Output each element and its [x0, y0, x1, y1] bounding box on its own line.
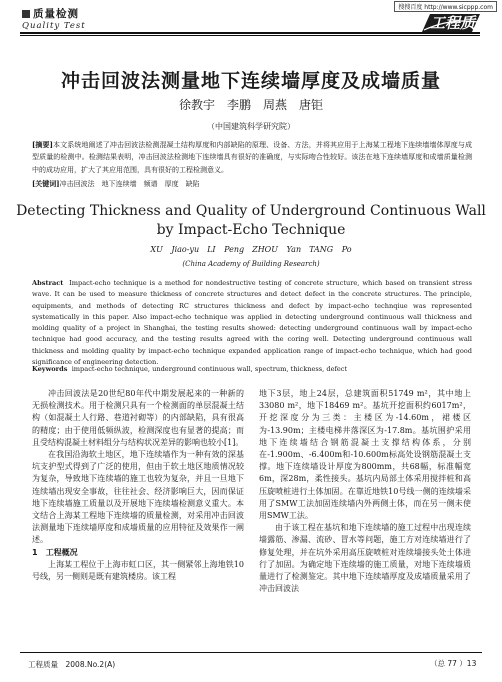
keywords-en: [32, 365, 472, 373]
abstract-cn-label: [摘要]: [32, 140, 53, 149]
abstract-en-label: Abstract: [32, 279, 64, 287]
paper-authors-en: XU Jiao-yu LI Peng ZHOU Yan TANG Po: [150, 245, 352, 254]
header-rule: [20, 32, 480, 34]
abstract-cn-text: 本文系统地阐述了冲击回波法检测混凝土结构厚度和内部缺陷的原理、设备、方法，并将其应用于上海某工程地下连续墙墙体厚度与成型质量的检测中。检测结果表明，冲击回波法检测地下连续墙具有很好的准确度，与实际吻合性较好。该法在地下连续墙厚度和成墙质量检测中的成功应用，扩大了其应用范围，具有很好的工程检测意义。: [32, 141, 473, 174]
journal-section-cn: 质量检测: [33, 8, 79, 20]
journal-logo-text: 工程质量: [430, 14, 491, 32]
header-rule-thin: [20, 35, 480, 36]
site-url-stamp: 搜搜百度 http://www.sicppp.com: [394, 1, 497, 12]
journal-section-en: Quality Test: [22, 21, 86, 31]
abstract-en: [32, 278, 472, 368]
paper-title-en-line1: Detecting Thickness and Quality of Underground Continuous Wall: [16, 203, 486, 219]
paper-institution-en: (China Academy of Building Research): [182, 260, 320, 268]
footer-page-number: （总 77 ）13: [430, 659, 477, 668]
keywords-en-label: Keywords: [32, 365, 68, 373]
paper-title: 冲击回波法测量地下连续墙厚度及成墙质量: [60, 70, 441, 92]
footer-rule: [20, 652, 482, 653]
abstract-en-text: Impact-echo technique is a method for nondestructive testing of concrete structure, which based on transient stress wave. It can be used to measure thickness of concrete structures and detect defect in the concrete structures. The principle, equipments, and methods of detecting RC structures thickness and defect by impact-echo technqiue was represented systematically in this paper. Also impact-echo technique was applied in detecting underground continuous wall thickness and molding quality of a project in Shanghai, the testing results showed: detecting underground continuous wall by impact-echo technique had good accuracy, and the testing results agreed with the coring well. Detecting underground continuous wall thickness and molding quality by impact-echo technique expanded application range of impact-echo technique, which had good significance of engineering detection.: [32, 279, 472, 367]
paper-title-en: [0, 202, 502, 240]
keywords-en-text: impact-echo technique, underground continuous wall, spectrum, thickness, defect: [71, 365, 348, 373]
body-right-column: [259, 388, 471, 595]
section-marker-icon: [22, 10, 30, 18]
abstract-cn: [32, 139, 472, 176]
body-paragraph: 上海某工程位于上海市虹口区，其一侧紧邻上海地铁10号线，另一侧则是既有建筑楼房。该工程: [32, 559, 244, 582]
body-paragraph: 在我国沿海软土地区，地下连续墙作为一种有效的深基坑支护型式得到了广泛的使用，但由于软土地区地质情况较为复杂，导致地下连续墙的施工也较为复杂，并且一旦地下连续墙出现安全事故，往往社会、经济影响巨大，因而保证地下连续墙施工质量以及开展地下连续墙检测意义重大。本文结合上海某工程地下连续墙的质量检测，对采用冲击回波法测量地下连续墙厚度和成墙质量的应用特征及效果作一阐述。: [32, 450, 244, 545]
keywords-cn-label: [关键词]: [32, 179, 60, 188]
paper-institution: （中国建筑科学研究院）: [207, 122, 295, 131]
keywords-cn-text: 冲击回波法 地下连续墙 频谱 厚度 缺陷: [59, 180, 200, 188]
body-paragraph: 地下3层，地上24层，总建筑面积51749 m²，其中地上33080 m²，地下18469 m²。基坑开挖面积约6017m²，开挖深度分为三类：主楼区为-14.60m，裙楼区为-13.90m；主楼电梯井落深区为-17.8m。基坑围护采用地下连续墙结合钢筋混凝土支撑结构体系，分别在-1.900m、-6.400m和-10.600m标高处设钢筋混凝土支撑。地下连续墙设计厚度为800mm，共68幅，标准幅宽6m，深28m，柔性接头。基坑内局部土体采用搅拌桩和高压旋喷桩进行土体加固。在靠近地铁10号线一侧的连续墙采用了SMW工法加固连续墙内外两侧土体，而在另一侧未使用SMW工法。: [259, 389, 471, 521]
footer-journal-issue: 工程质量 2008.No.2(A): [28, 660, 116, 669]
section-heading: 1 工程概况: [32, 547, 78, 557]
paper-authors: 徐教宇 李鹏 周燕 唐钜: [178, 98, 323, 112]
paper-title-en-line2: by Impact-Echo Technique: [156, 222, 346, 238]
body-left-column: [32, 388, 244, 583]
body-paragraph: 冲击回波法是20世纪80年代中期发展起来的一种新的无损检测技术。用于检测只具有一个检测面的单层混凝土结构（如混凝土人行路、巷道衬砌等）的内部缺陷，具有很高的精度；由于使用低频纵波，检测深度也有显著的提高；而且受结构混凝土材料组分与结构状况差异的影响也较小[1]。: [32, 389, 244, 447]
keywords-cn: [32, 179, 472, 189]
body-paragraph: 由于该工程在基坑和地下连续墙的施工过程中出现连续墙露筋、渗漏、流砂、冒水等问题，施工方对连续墙进行了修复处理，并在坑外采用高压旋喷桩对连续墙接头处土体进行了加固。为确定地下连续墙的施工质量，对地下连续墙质量进行了检测鉴定。其中地下连续墙厚度及成墙质量采用了冲击回波法: [259, 523, 471, 594]
